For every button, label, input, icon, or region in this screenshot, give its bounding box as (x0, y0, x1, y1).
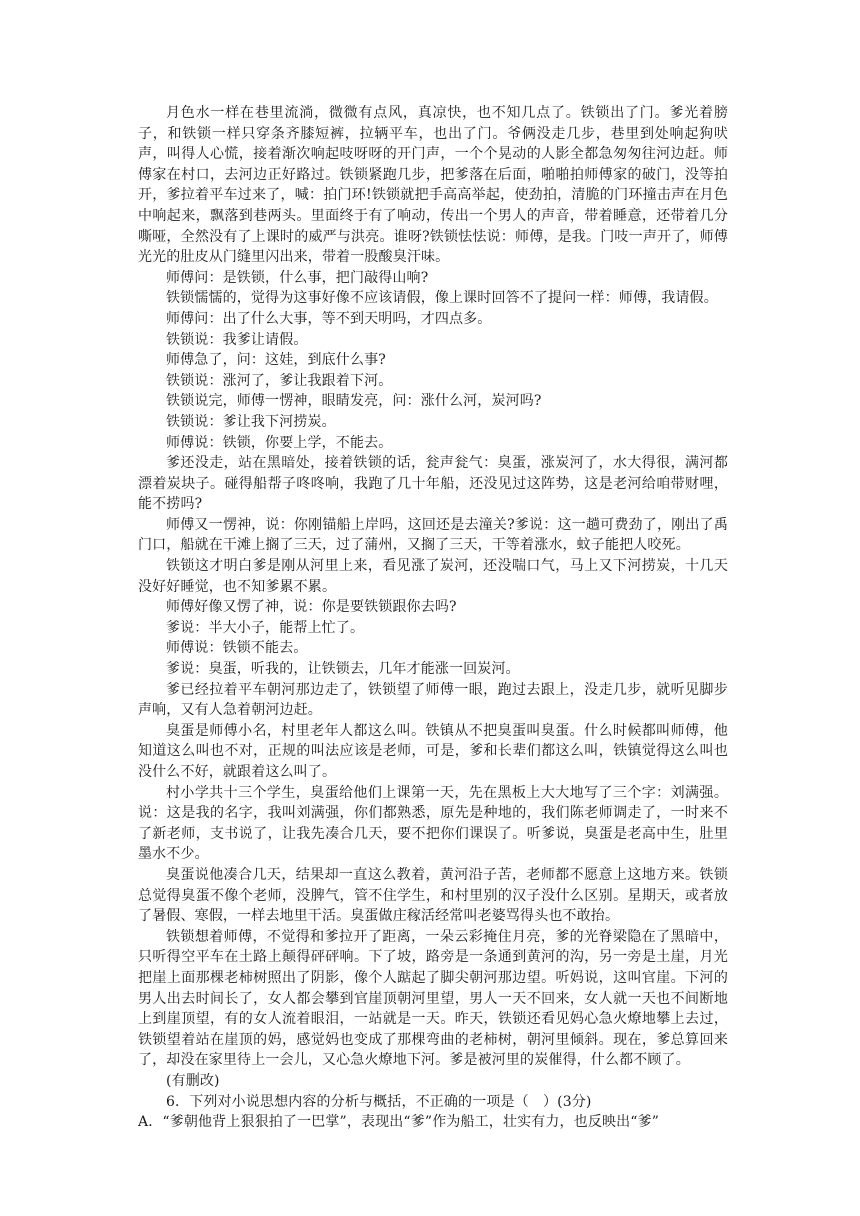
question-6: 6．下列对小说思想内容的分析与概括，不正确的一项是（ ）(3分) (166, 1093, 592, 1110)
paragraph: 臭蛋说他凑合几天，结果却一直这么教着，黄河沿子苦，老师都不愿意上这地方来。铁锁总觉得臭蛋不像个老师，没脾气，管不住学生，和村里别的汉子没什么区别。星期天，或者放了暑假、寒假，一样去地里干活。臭蛋做庄稼活经常叫老婆骂得头也不敢抬。 (138, 866, 728, 925)
paragraph: 爹说：半大小子，能帮上忙了。 (166, 619, 365, 636)
paragraph: 师傅问：是铁锁，什么事，把门敲得山响? (166, 269, 429, 286)
paragraph: 爹说：臭蛋，听我的，让铁锁去，几年才能涨一回炭河。 (166, 661, 520, 678)
option-a: A．“爹朝他背上狠狠拍了一巴掌”，表现出“爹”作为船工，壮实有力，也反映出“爹” (138, 1114, 660, 1131)
paragraph: 爹还没走，站在黑暗处，接着铁锁的话，瓮声瓮气：臭蛋，涨炭河了，水大得很，满河都漂着炭块子。碰得船帮子咚咚响，我跑了几十年船，还没见过这阵势，这是老河给咱带财哩，能不捞吗? (138, 455, 728, 513)
paragraph: 臭蛋是师傅小名，村里老年人都这么叫。铁镇从不把臭蛋叫臭蛋。什么时候都叫师傅，他知道这么叫也不对，正规的叫法应该是老师，可是，爹和长辈们都这么叫，铁镇觉得这么叫也没什么不好，就跟着这么叫了。 (138, 722, 728, 780)
paragraph: 铁锁说：我爹让请假。 (166, 331, 308, 348)
paragraph: 师傅好像又愣了神，说：你是要铁锁跟你去吗? (166, 599, 457, 616)
paragraph: 月色水一样在巷里流淌，微微有点风，真凉快，也不知几点了。铁锁出了门。爹光着膀子，和铁锁一样只穿条齐膝短裤，拉辆平车，也出了门。爷俩没走几步，巷里到处响起狗吠声，叫得人心慌，接着渐次响起吱呀呀的开门声，一个个晃动的人影全都急匆匆往河边赶。师傅家在村口，去河边正好路过。铁锁紧跑几步，把爹落在后面，啪啪拍师傅家的破门，没等拍开，爹拉着平车过来了，喊：拍门环!铁锁就把手高高举起，使劲拍，清脆的门环撞击声在月色中响起来，飘落到巷两头。里面终于有了响动，传出一个男人的声音，带着睡意，还带着几分嘶哑，全然没有了上课时的威严与洪亮。谁呀?铁锁怯怯说：师傅，是我。门吱一声开了，师傅光光的肚皮从门缝里闪出来，带着一股酸臭汗味。 (138, 105, 728, 266)
paragraph: 师傅说：铁锁，你要上学，不能去。 (166, 434, 393, 451)
paragraph: 师傅说：铁锁不能去。 (166, 640, 308, 657)
paragraph: 师傅急了，问：这娃，到底什么事? (166, 352, 386, 369)
paragraph: 村小学共十三个学生，臭蛋给他们上课第一天，先在黑板上大大地写了三个字：刘满强。说：这是我的名字，我叫刘满强，你们都熟悉，原先是种地的，我们陈老师调走了，一时来不了新老师，支书说了，让我先凑合几天，要不把你们课误了。听爹说，臭蛋是老高中生，肚里墨水不少。 (138, 784, 728, 863)
paragraph: 师傅问：出了什么大事，等不到天明吗，才四点多。 (166, 310, 492, 327)
paragraph: 铁锁这才明白爹是刚从河里上来，看见涨了炭河，还没喘口气，马上又下河捞炭，十几天没好好睡觉，也不知爹累不累。 (138, 558, 728, 595)
paragraph: 铁锁说完，师傅一愣神，眼睛发亮，问：涨什么河，炭河吗? (166, 393, 542, 410)
article-body (138, 103, 728, 1133)
paragraph: 铁锁想着师傅，不觉得和爹拉开了距离，一朵云彩掩住月亮，爹的光脊梁隐在了黑暗中，只听得空平车在土路上颠得砰砰响。下了坡，路旁是一条通到黄河的沟，另一旁是土崖，月光把崖上面那棵老柿树照出了阴影，像个人踮起了脚尖朝河那边望。听妈说，这叫官崖。下河的男人出去时间长了，女人都会攀到官崖顶朝河里望，男人一天不回来，女人就一天也不间断地上到崖顶望，有的女人流着眼泪，一站就是一天。昨天，铁锁还看见妈心急火燎地攀上去过，铁锁望着站在崖顶的妈，感觉妈也变成了那棵弯曲的老柿树，朝河里倾斜。现在，爹总算回来了，却没在家里待上一会儿，又心急火燎地下河。爹是被河里的炭催得，什么都不顾了。 (138, 928, 728, 1069)
paragraph: 铁锁说：爹让我下河捞炭。 (166, 413, 336, 430)
edit-note: (有删改) (166, 1072, 220, 1089)
paragraph: 爹已经拉着平车朝河那边走了，铁锁望了师傅一眼，跑过去跟上，没走几步，就听见脚步声响，又有人急着朝河边赶。 (138, 681, 728, 719)
paragraph: 铁锁懦懦的，觉得为这事好像不应该请假，像上课时回答不了提问一样：师傅，我请假。 (166, 290, 718, 307)
paragraph: 师傅又一愣神，说：你刚锚船上岸吗，这回还是去潼关?爹说：这一趟可费劲了，刚出了禹门口，船就在干滩上搁了三天，过了蒲州，又搁了三天，干等着涨水，蚊子能把人咬死。 (138, 516, 728, 554)
paragraph: 铁锁说：涨河了，爹让我跟着下河。 (166, 372, 393, 389)
